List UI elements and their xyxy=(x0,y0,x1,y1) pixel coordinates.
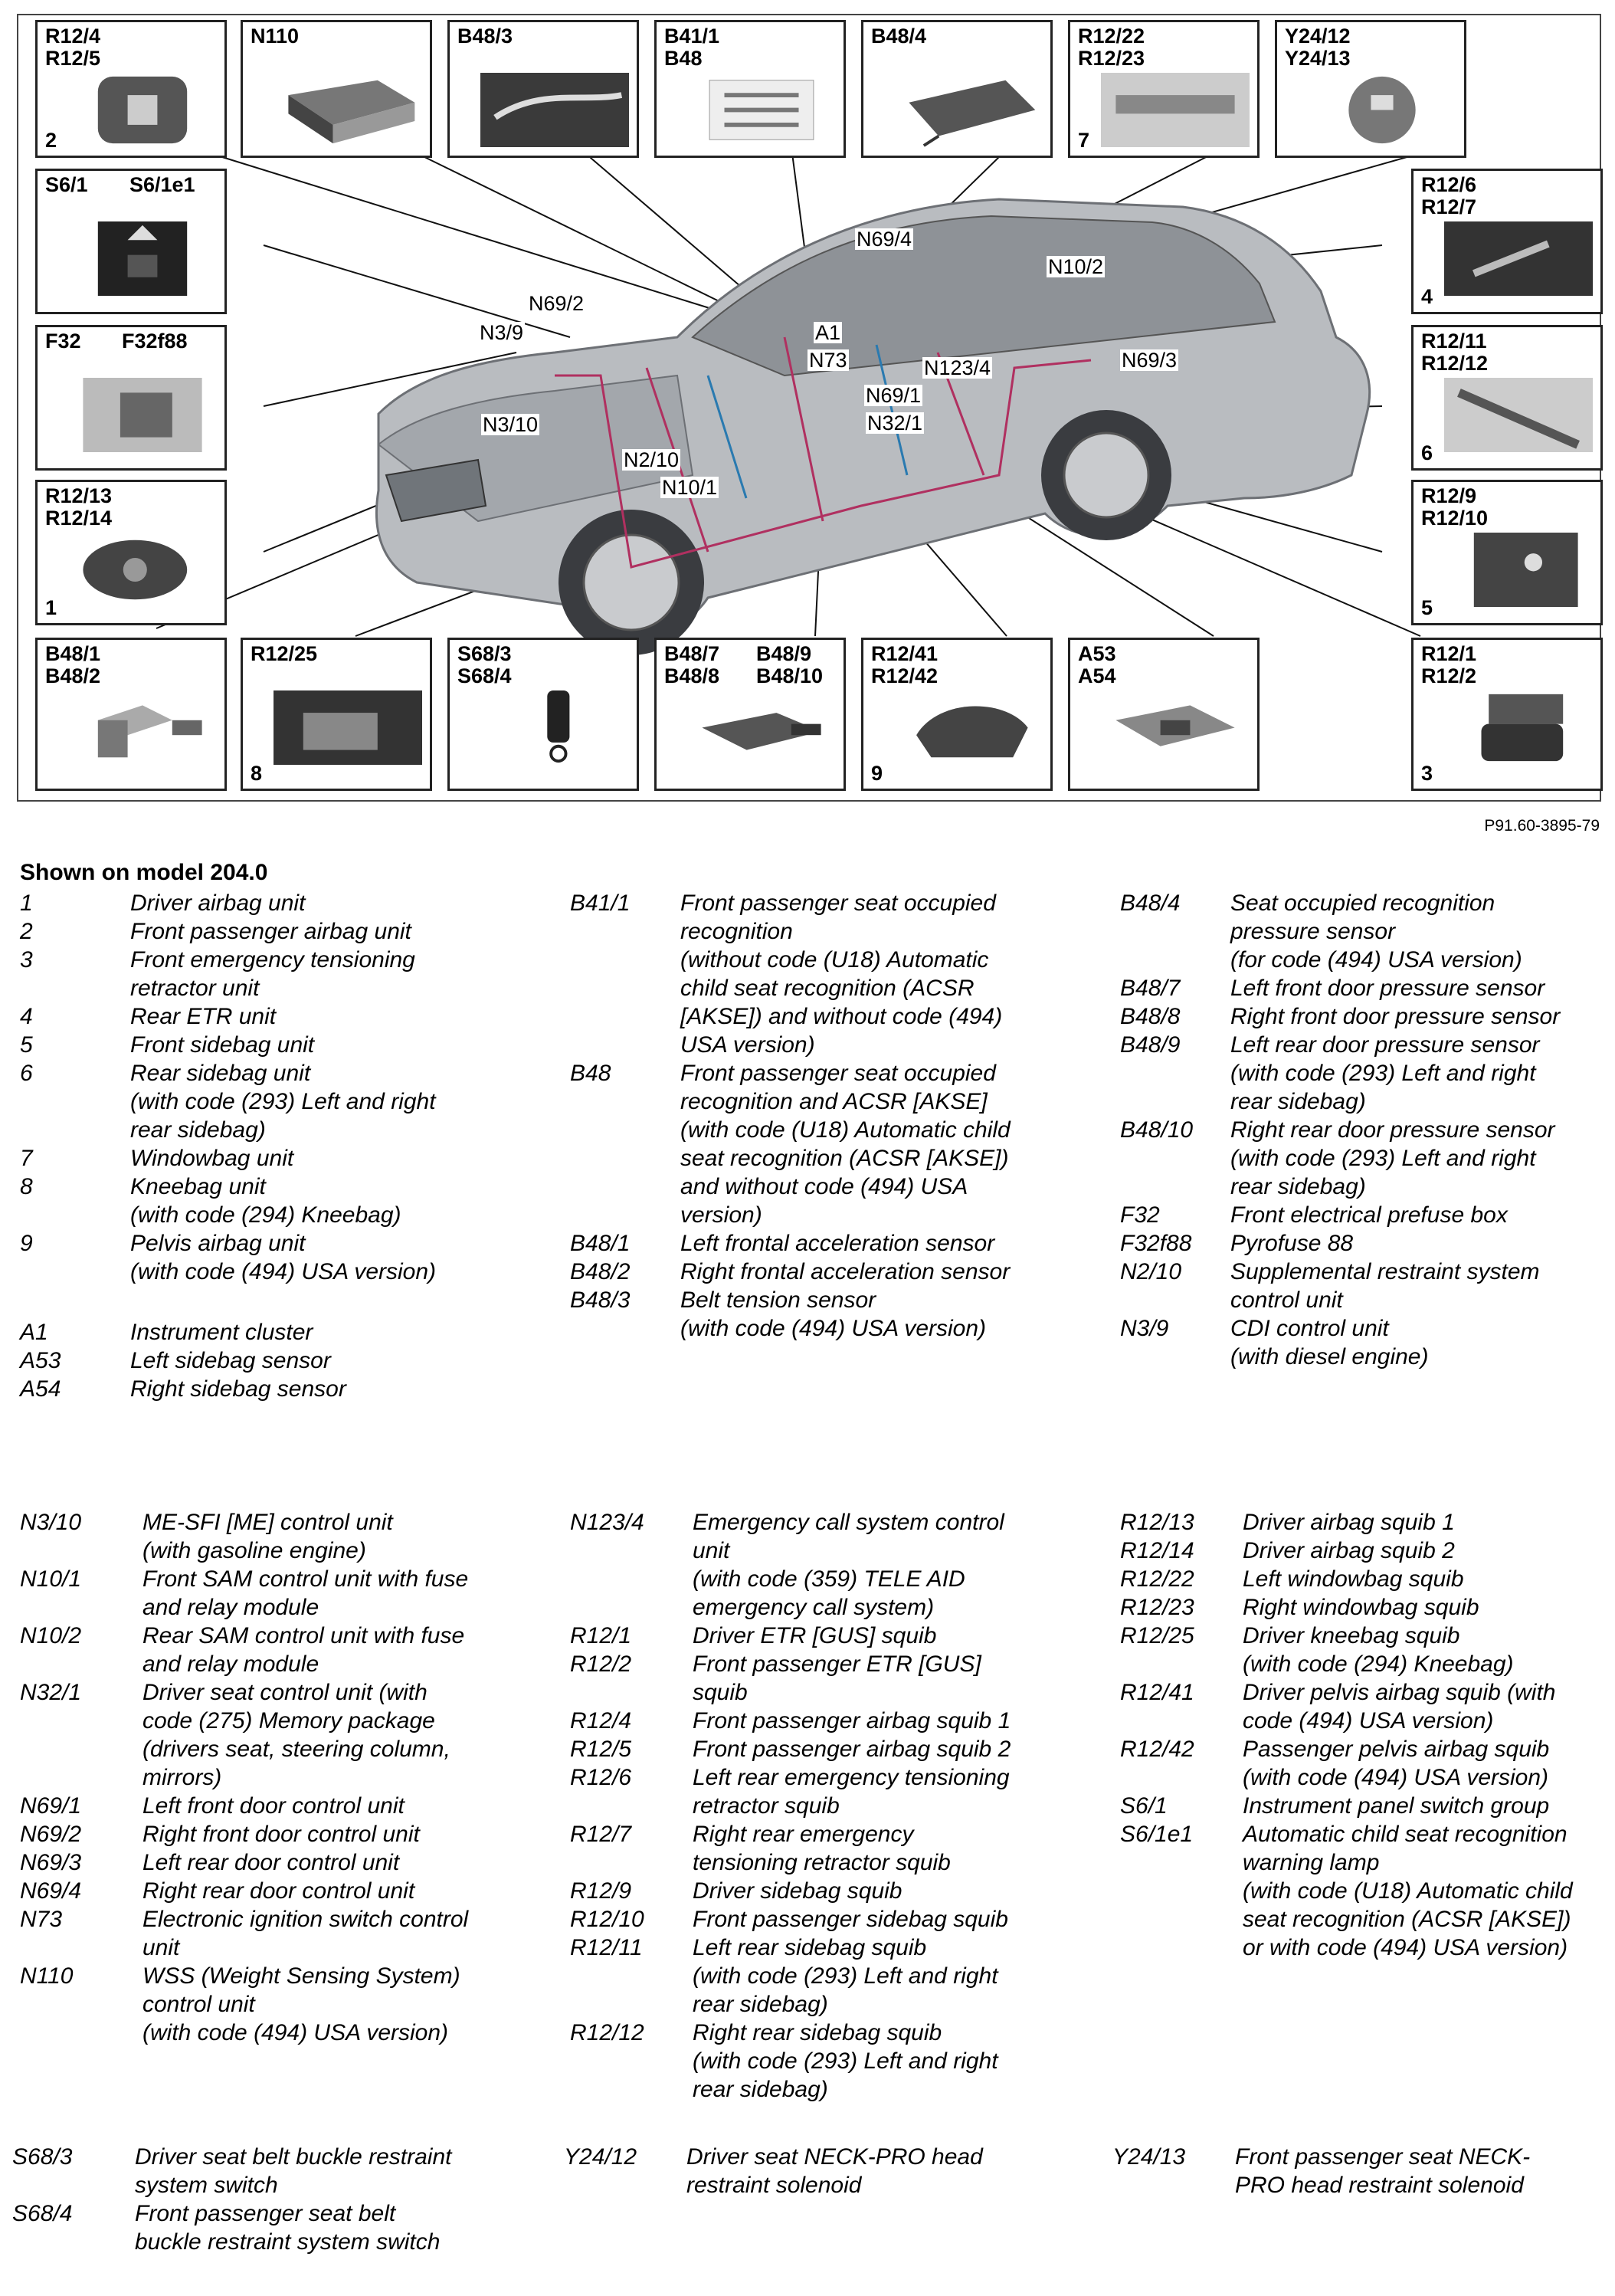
legend-description: Left rear sidebag squib (with code (293) Left and right rear sidebag) xyxy=(693,1935,998,2017)
legend-item xyxy=(1120,1678,1610,1735)
legend-description: Driver seat NECK-PRO head restraint solenoid xyxy=(686,2144,983,2198)
legend-description: Left frontal acceleration sensor xyxy=(680,1231,995,1256)
legend-item xyxy=(1120,1537,1610,1565)
legend-code: R12/23 xyxy=(1120,1595,1194,1620)
legend-code: B48/3 xyxy=(570,1287,631,1313)
legend-item xyxy=(1120,1735,1610,1792)
panel-r12-4-r12-5 xyxy=(35,20,227,158)
legend-description: Driver ETR [GUS] squib xyxy=(693,1623,937,1648)
legend-item xyxy=(1120,1314,1610,1371)
legend-column xyxy=(20,889,510,1403)
legend-description: Pyrofuse 88 xyxy=(1230,1231,1354,1256)
legend-code: B48/10 xyxy=(1120,1117,1194,1143)
legend-code: S68/3 xyxy=(12,2144,73,2170)
panel-b48-7-b48-8 xyxy=(654,638,846,791)
legend-item xyxy=(20,1144,510,1173)
panel-label: R12/41 R12/42 xyxy=(871,642,939,687)
panel-n110 xyxy=(241,20,432,158)
panel-number: 2 xyxy=(45,129,57,152)
legend-description: Front SAM control unit with fuse and relay module xyxy=(142,1566,469,1620)
legend-code: B48/7 xyxy=(1120,976,1181,1001)
legend-item xyxy=(20,1031,510,1059)
panel-label: R12/1 R12/2 xyxy=(1421,642,1477,687)
panel-b48-1-b48-2 xyxy=(35,638,227,791)
panel-a53-a54 xyxy=(1068,638,1260,791)
legend-code: S6/1 xyxy=(1120,1793,1168,1819)
panel-number: 4 xyxy=(1421,285,1433,308)
legend-code: B48/8 xyxy=(1120,1004,1181,1029)
legend-description: Driver pelvis airbag squib (with code (494) USA version) xyxy=(1243,1680,1556,1733)
panel-r12-13-r12-14 xyxy=(35,480,227,625)
callout-n32-1: N32/1 xyxy=(867,412,923,435)
legend-code: R12/5 xyxy=(570,1737,632,1762)
legend-description: Front emergency tensioning retractor unit xyxy=(130,947,415,1001)
legend-description: Right front door pressure sensor xyxy=(1230,1004,1561,1029)
belt-tension-sensor-photo xyxy=(480,73,629,147)
legend-description: Belt tension sensor (with code (494) USA version) xyxy=(680,1287,987,1341)
panel-label: Y24/12 Y24/13 xyxy=(1285,25,1351,70)
windowbag-squib-photo xyxy=(1101,73,1250,147)
legend-item xyxy=(20,917,510,946)
legend-code: R12/22 xyxy=(1120,1566,1194,1592)
legend-item xyxy=(1120,1792,1610,1820)
legend-code: R12/10 xyxy=(570,1907,644,1932)
legend-item xyxy=(570,1622,1060,1650)
legend-code: S6/1e1 xyxy=(1120,1822,1194,1847)
legend-code: R12/9 xyxy=(570,1878,632,1904)
legend-item xyxy=(570,889,1060,1059)
legend-code: N69/1 xyxy=(20,1793,82,1819)
legend-description: Left front door control unit xyxy=(142,1793,405,1819)
legend-item xyxy=(20,1905,510,1962)
callout-n123-4: N123/4 xyxy=(924,356,991,379)
legend-item xyxy=(570,2019,1060,2104)
legend-description: Front passenger airbag unit xyxy=(130,919,411,944)
legend-code: N73 xyxy=(20,1907,63,1932)
legend-code: R12/14 xyxy=(1120,1538,1194,1563)
panel-number: 3 xyxy=(1421,762,1433,785)
pelvis-airbag-photo xyxy=(894,690,1043,765)
panel-b48-3 xyxy=(447,20,639,158)
legend-item xyxy=(1112,2143,1603,2199)
legend-description: Front electrical prefuse box xyxy=(1230,1202,1508,1228)
legend-code: B48 xyxy=(570,1061,611,1086)
switch-group-photo xyxy=(68,221,217,296)
panel-y24-12-y24-13 xyxy=(1275,20,1466,158)
legend-description: Right rear door control unit xyxy=(142,1878,415,1904)
legend-item xyxy=(20,1346,510,1375)
callout-n10-1: N10/1 xyxy=(662,476,718,499)
panel-r12-25 xyxy=(241,638,432,791)
legend-description: Right frontal acceleration sensor xyxy=(680,1259,1011,1284)
panel-b41-1-b48 xyxy=(654,20,846,158)
legend-code: F32f88 xyxy=(1120,1231,1192,1256)
legend-description: Rear SAM control unit with fuse and relay module xyxy=(142,1623,465,1677)
legend-description: Front sidebag unit xyxy=(130,1032,315,1058)
legend-item xyxy=(570,1707,1060,1735)
legend-description: Windowbag unit xyxy=(130,1146,294,1171)
legend-item xyxy=(20,1877,510,1905)
prefuse-box-photo xyxy=(68,378,217,452)
callout-n3-9: N3/9 xyxy=(480,321,524,344)
legend-description: Front passenger seat belt buckle restraint system switch xyxy=(135,2201,441,2255)
legend-code: 4 xyxy=(20,1004,33,1029)
legend-item xyxy=(1120,1593,1610,1622)
legend-description: Passenger pelvis airbag squib (with code (494) USA version) xyxy=(1243,1737,1550,1790)
legend-item xyxy=(20,1565,510,1622)
legend-code: N10/2 xyxy=(20,1623,82,1648)
legend-item xyxy=(570,1905,1060,1934)
panel-s6-1 xyxy=(35,169,227,314)
legend-code: R12/7 xyxy=(570,1822,632,1847)
legend-item xyxy=(20,1375,510,1403)
legend-code: A1 xyxy=(20,1320,48,1345)
legend-description: Driver airbag unit xyxy=(130,891,306,916)
legend-description: Front passenger ETR [GUS] squib xyxy=(693,1651,981,1705)
legend-item xyxy=(1120,1031,1610,1116)
panel-number: 7 xyxy=(1078,129,1090,152)
legend-item xyxy=(20,1002,510,1031)
panel-r12-1-r12-2 xyxy=(1411,638,1603,791)
legend-code: 5 xyxy=(20,1032,33,1058)
legend-code: N2/10 xyxy=(1120,1259,1182,1284)
legend-code: A54 xyxy=(20,1376,61,1402)
legend-item xyxy=(20,1059,510,1144)
legend-item xyxy=(1120,1258,1610,1314)
panel-r12-41-r12-42 xyxy=(861,638,1053,791)
legend-code: N123/4 xyxy=(570,1510,644,1535)
legend-code: B48/9 xyxy=(1120,1032,1181,1058)
legend-code: R12/6 xyxy=(570,1765,632,1790)
legend-item xyxy=(570,1286,1060,1343)
legend-code: B48/4 xyxy=(1120,891,1181,916)
callout-n69-2: N69/2 xyxy=(529,292,585,315)
legend-item xyxy=(20,1678,510,1792)
panel-label: R12/6 R12/7 xyxy=(1421,173,1477,218)
legend-description: Seat occupied recognition pressure sensor (for code (494) USA version) xyxy=(1230,891,1522,973)
legend-item xyxy=(12,2199,503,2256)
legend-description: Left windowbag squib xyxy=(1243,1566,1464,1592)
kneebag-squib-photo xyxy=(274,690,422,765)
legend-item xyxy=(1120,974,1610,1002)
legend-description: Right sidebag sensor xyxy=(130,1376,346,1402)
legend-code: R12/11 xyxy=(570,1935,643,1960)
legend-item xyxy=(20,1173,510,1229)
panel-r12-22-r12-23 xyxy=(1068,20,1260,158)
panel-number: 8 xyxy=(251,762,263,785)
legend-item xyxy=(570,1934,1060,2019)
rear-sidebag-photo xyxy=(1444,378,1593,452)
legend-item xyxy=(570,1820,1060,1877)
legend-description: Pelvis airbag unit (with code (494) USA version) xyxy=(130,1231,437,1284)
legend-description: ME-SFI [ME] control unit (with gasoline engine) xyxy=(142,1510,393,1563)
legend-column xyxy=(1112,2143,1603,2199)
legend-code: 2 xyxy=(20,919,33,944)
legend-code: N69/3 xyxy=(20,1850,82,1875)
shown-on-model: Shown on model 204.0 xyxy=(20,860,268,885)
legend-item xyxy=(1120,1229,1610,1258)
legend-code: 1 xyxy=(20,891,33,916)
legend-code: 6 xyxy=(20,1061,33,1086)
panel-label-secondary: F32f88 xyxy=(122,330,188,353)
wss-control-unit-photo xyxy=(274,73,422,147)
legend-description: Automatic child seat recognition warning lamp (with code (U18) Automatic child seat recognition (ACSR [AKSE]) or with code (494) USA version) xyxy=(1243,1822,1573,1960)
legend-item xyxy=(570,1877,1060,1905)
panel-number: 5 xyxy=(1421,596,1433,619)
legend-description: Front passenger seat occupied recognition and ACSR [AKSE] (with code (U18) Automatic child seat recognition (ACSR [AKSE]) and without code (494) USA version) xyxy=(680,1061,1011,1228)
callout-n3-10: N3/10 xyxy=(483,413,539,436)
legend-column xyxy=(564,2143,1054,2199)
legend-description: Right front door control unit xyxy=(142,1822,420,1847)
legend-code: F32 xyxy=(1120,1202,1160,1228)
panel-label: B48/7 B48/8 xyxy=(664,642,720,687)
legend-code: Y24/13 xyxy=(1112,2144,1186,2170)
panel-label: A53 A54 xyxy=(1078,642,1116,687)
legend-code: N32/1 xyxy=(20,1680,82,1705)
legend-code: 7 xyxy=(20,1146,33,1171)
legend-description: Emergency call system control unit (with code (359) TELE AID emergency call system) xyxy=(693,1510,1004,1620)
legend-item xyxy=(1120,1622,1610,1678)
legend-item xyxy=(1120,1002,1610,1031)
legend-code: R12/2 xyxy=(570,1651,632,1677)
panel-r12-11-r12-12 xyxy=(1411,325,1603,471)
door-pressure-sensor-photo xyxy=(687,690,836,765)
callout-n69-3: N69/3 xyxy=(1122,349,1178,372)
legend-description: Left rear emergency tensioning retractor squib xyxy=(693,1765,1010,1819)
legend-item xyxy=(20,1820,510,1848)
panel-label: F32 xyxy=(45,330,81,353)
rear-etr-photo xyxy=(1444,221,1593,296)
legend-code: N3/9 xyxy=(1120,1316,1169,1341)
panel-number: 6 xyxy=(1421,441,1433,464)
legend-item xyxy=(570,1650,1060,1707)
legend-description: Right rear sidebag squib (with code (293) Left and right rear sidebag) xyxy=(693,2020,998,2102)
panel-r12-6-r12-7 xyxy=(1411,169,1603,314)
legend-description: Driver seat control unit (with code (275) Memory package (drivers seat, steering column, mirrors) xyxy=(142,1680,450,1790)
legend-item xyxy=(1120,1508,1610,1537)
legend-description: CDI control unit (with diesel engine) xyxy=(1230,1316,1429,1369)
figure-reference: P91.60-3895-79 xyxy=(1484,817,1600,835)
legend-item xyxy=(20,889,510,917)
legend-item xyxy=(20,1622,510,1678)
component-location-diagram xyxy=(17,14,1601,802)
legend-description: Left sidebag sensor xyxy=(130,1348,331,1373)
legend-description: Supplemental restraint system control unit xyxy=(1230,1259,1540,1313)
legend-description: Instrument cluster xyxy=(130,1320,313,1345)
legend-item xyxy=(20,946,510,1002)
legend-code: N3/10 xyxy=(20,1510,82,1535)
legend-description: Electronic ignition switch control unit xyxy=(142,1907,469,1960)
panel-label: B48/1 B48/2 xyxy=(45,642,101,687)
legend-item xyxy=(20,1318,510,1346)
pressure-sensor-photo xyxy=(894,73,1043,147)
legend-description: Driver seat belt buckle restraint system switch xyxy=(135,2144,452,2198)
callout-a1: A1 xyxy=(815,321,841,344)
panel-label: R12/13 R12/14 xyxy=(45,484,113,530)
legend-code: R12/42 xyxy=(1120,1737,1194,1762)
panel-r12-9-r12-10 xyxy=(1411,480,1603,625)
legend-item xyxy=(20,1792,510,1820)
legend-code: R12/4 xyxy=(570,1708,632,1733)
legend-column xyxy=(570,889,1060,1343)
legend-description: Left rear door pressure sensor (with code (293) Left and right rear sidebag) xyxy=(1230,1032,1540,1114)
legend-column xyxy=(12,2143,503,2256)
panel-label: B48/4 xyxy=(871,25,927,48)
legend-description: Instrument panel switch group xyxy=(1243,1793,1550,1819)
legend-item xyxy=(20,1848,510,1877)
panel-label: B48/3 xyxy=(457,25,513,48)
legend-item xyxy=(570,1735,1060,1763)
legend-code: B48/2 xyxy=(570,1259,631,1284)
legend-item xyxy=(564,2143,1054,2199)
head-restraint-photo xyxy=(1308,73,1456,147)
legend-code: N10/1 xyxy=(20,1566,82,1592)
legend-item xyxy=(570,1763,1060,1820)
legend-column xyxy=(20,1508,510,2047)
legend-code: B48/1 xyxy=(570,1231,631,1256)
legend-code: R12/12 xyxy=(570,2020,644,2045)
legend-code: B41/1 xyxy=(570,891,631,916)
panel-label: B41/1 B48 xyxy=(664,25,720,70)
panel-label: R12/9 R12/10 xyxy=(1421,484,1489,530)
legend-code: 3 xyxy=(20,947,33,973)
legend-code: R12/13 xyxy=(1120,1510,1194,1535)
legend-description: Driver airbag squib 1 xyxy=(1243,1510,1455,1535)
panel-f32 xyxy=(35,325,227,471)
panel-label-secondary: S6/1e1 xyxy=(129,173,195,196)
legend-item xyxy=(570,1229,1060,1258)
legend-column xyxy=(1120,889,1610,1371)
legend-item xyxy=(1120,1565,1610,1593)
airbag-squib-photo xyxy=(68,73,217,147)
legend-item xyxy=(1120,1116,1610,1201)
callout-n73: N73 xyxy=(809,349,847,372)
legend-item xyxy=(570,1508,1060,1622)
legend-description: Right rear door pressure sensor (with code (293) Left and right rear sidebag) xyxy=(1230,1117,1555,1199)
legend-code: 9 xyxy=(20,1231,33,1256)
legend-item xyxy=(20,1962,510,2047)
legend-description: Right rear emergency tensioning retractor squib xyxy=(693,1822,951,1875)
legend-item xyxy=(570,1258,1060,1286)
legend-description: Driver kneebag squib (with code (294) Kneebag) xyxy=(1243,1623,1514,1677)
legend-code: S68/4 xyxy=(12,2201,73,2226)
panel-number: 1 xyxy=(45,596,57,619)
legend-description: Front passenger airbag squib 2 xyxy=(693,1737,1011,1762)
legend-description: Left rear door control unit xyxy=(142,1850,400,1875)
legend-item xyxy=(12,2143,503,2199)
acceleration-sensor-photo xyxy=(68,690,217,765)
panel-b48-4 xyxy=(861,20,1053,158)
seat-occupancy-mat-photo xyxy=(687,73,836,147)
callout-n69-4: N69/4 xyxy=(857,228,912,251)
legend-code: N110 xyxy=(20,1963,74,1989)
panel-label: R12/22 R12/23 xyxy=(1078,25,1145,70)
belt-buckle-photo xyxy=(480,690,629,765)
legend-item xyxy=(20,1229,510,1286)
panel-label-secondary: B48/9 B48/10 xyxy=(756,642,824,687)
legend-column xyxy=(570,1508,1060,2104)
legend-item xyxy=(1120,889,1610,974)
legend-code: R12/41 xyxy=(1120,1680,1194,1705)
legend-description: Front passenger sidebag squib xyxy=(693,1907,1008,1932)
legend-code: A53 xyxy=(20,1348,61,1373)
legend-description: Left front door pressure sensor xyxy=(1230,976,1545,1001)
callout-n69-1: N69/1 xyxy=(866,384,922,407)
panel-label: S68/3 S68/4 xyxy=(457,642,512,687)
legend-description: Front passenger seat NECK- PRO head restraint solenoid xyxy=(1235,2144,1531,2198)
legend-code: R12/25 xyxy=(1120,1623,1194,1648)
sidebag-sensor-photo xyxy=(1101,690,1250,765)
legend-description: Right windowbag squib xyxy=(1243,1595,1479,1620)
legend-code: 8 xyxy=(20,1174,33,1199)
legend-description: Rear sidebag unit (with code (293) Left and right rear sidebag) xyxy=(130,1061,436,1143)
legend-item xyxy=(20,1508,510,1565)
legend-description: Rear ETR unit xyxy=(130,1004,277,1029)
legend-item xyxy=(570,1059,1060,1229)
legend-description: WSS (Weight Sensing System) control unit (with code (494) USA version) xyxy=(142,1963,460,2045)
legend-item xyxy=(1120,1201,1610,1229)
legend-description: Driver sidebag squib xyxy=(693,1878,902,1904)
front-sidebag-photo xyxy=(1444,533,1593,607)
legend-description: Driver airbag squib 2 xyxy=(1243,1538,1455,1563)
panel-label: R12/4 R12/5 xyxy=(45,25,101,70)
legend-code: R12/1 xyxy=(570,1623,632,1648)
panel-label: N110 xyxy=(251,25,300,48)
panel-label: S6/1 xyxy=(45,173,88,196)
panel-label: R12/11 R12/12 xyxy=(1421,330,1489,375)
callout-n10-2: N10/2 xyxy=(1048,255,1104,278)
panel-label: R12/25 xyxy=(251,642,318,665)
front-etr-photo xyxy=(1444,690,1593,765)
panel-number: 9 xyxy=(871,762,883,785)
legend-code: Y24/12 xyxy=(564,2144,637,2170)
legend-code: N69/4 xyxy=(20,1878,82,1904)
driver-airbag-photo xyxy=(68,533,217,607)
callout-n2-10: N2/10 xyxy=(624,448,680,471)
panel-s68-3-s68-4 xyxy=(447,638,639,791)
legend-description: Front passenger seat occupied recognition (without code (U18) Automatic child seat recognition (ACSR [AKSE]) and without code (494) USA version) xyxy=(680,891,1003,1058)
legend-description: Front passenger airbag squib 1 xyxy=(693,1708,1011,1733)
legend-code: N69/2 xyxy=(20,1822,82,1847)
legend-item xyxy=(20,1286,510,1318)
legend-description: Kneebag unit (with code (294) Kneebag) xyxy=(130,1174,401,1228)
legend-item xyxy=(1120,1820,1610,1962)
legend-column xyxy=(1120,1508,1610,1962)
